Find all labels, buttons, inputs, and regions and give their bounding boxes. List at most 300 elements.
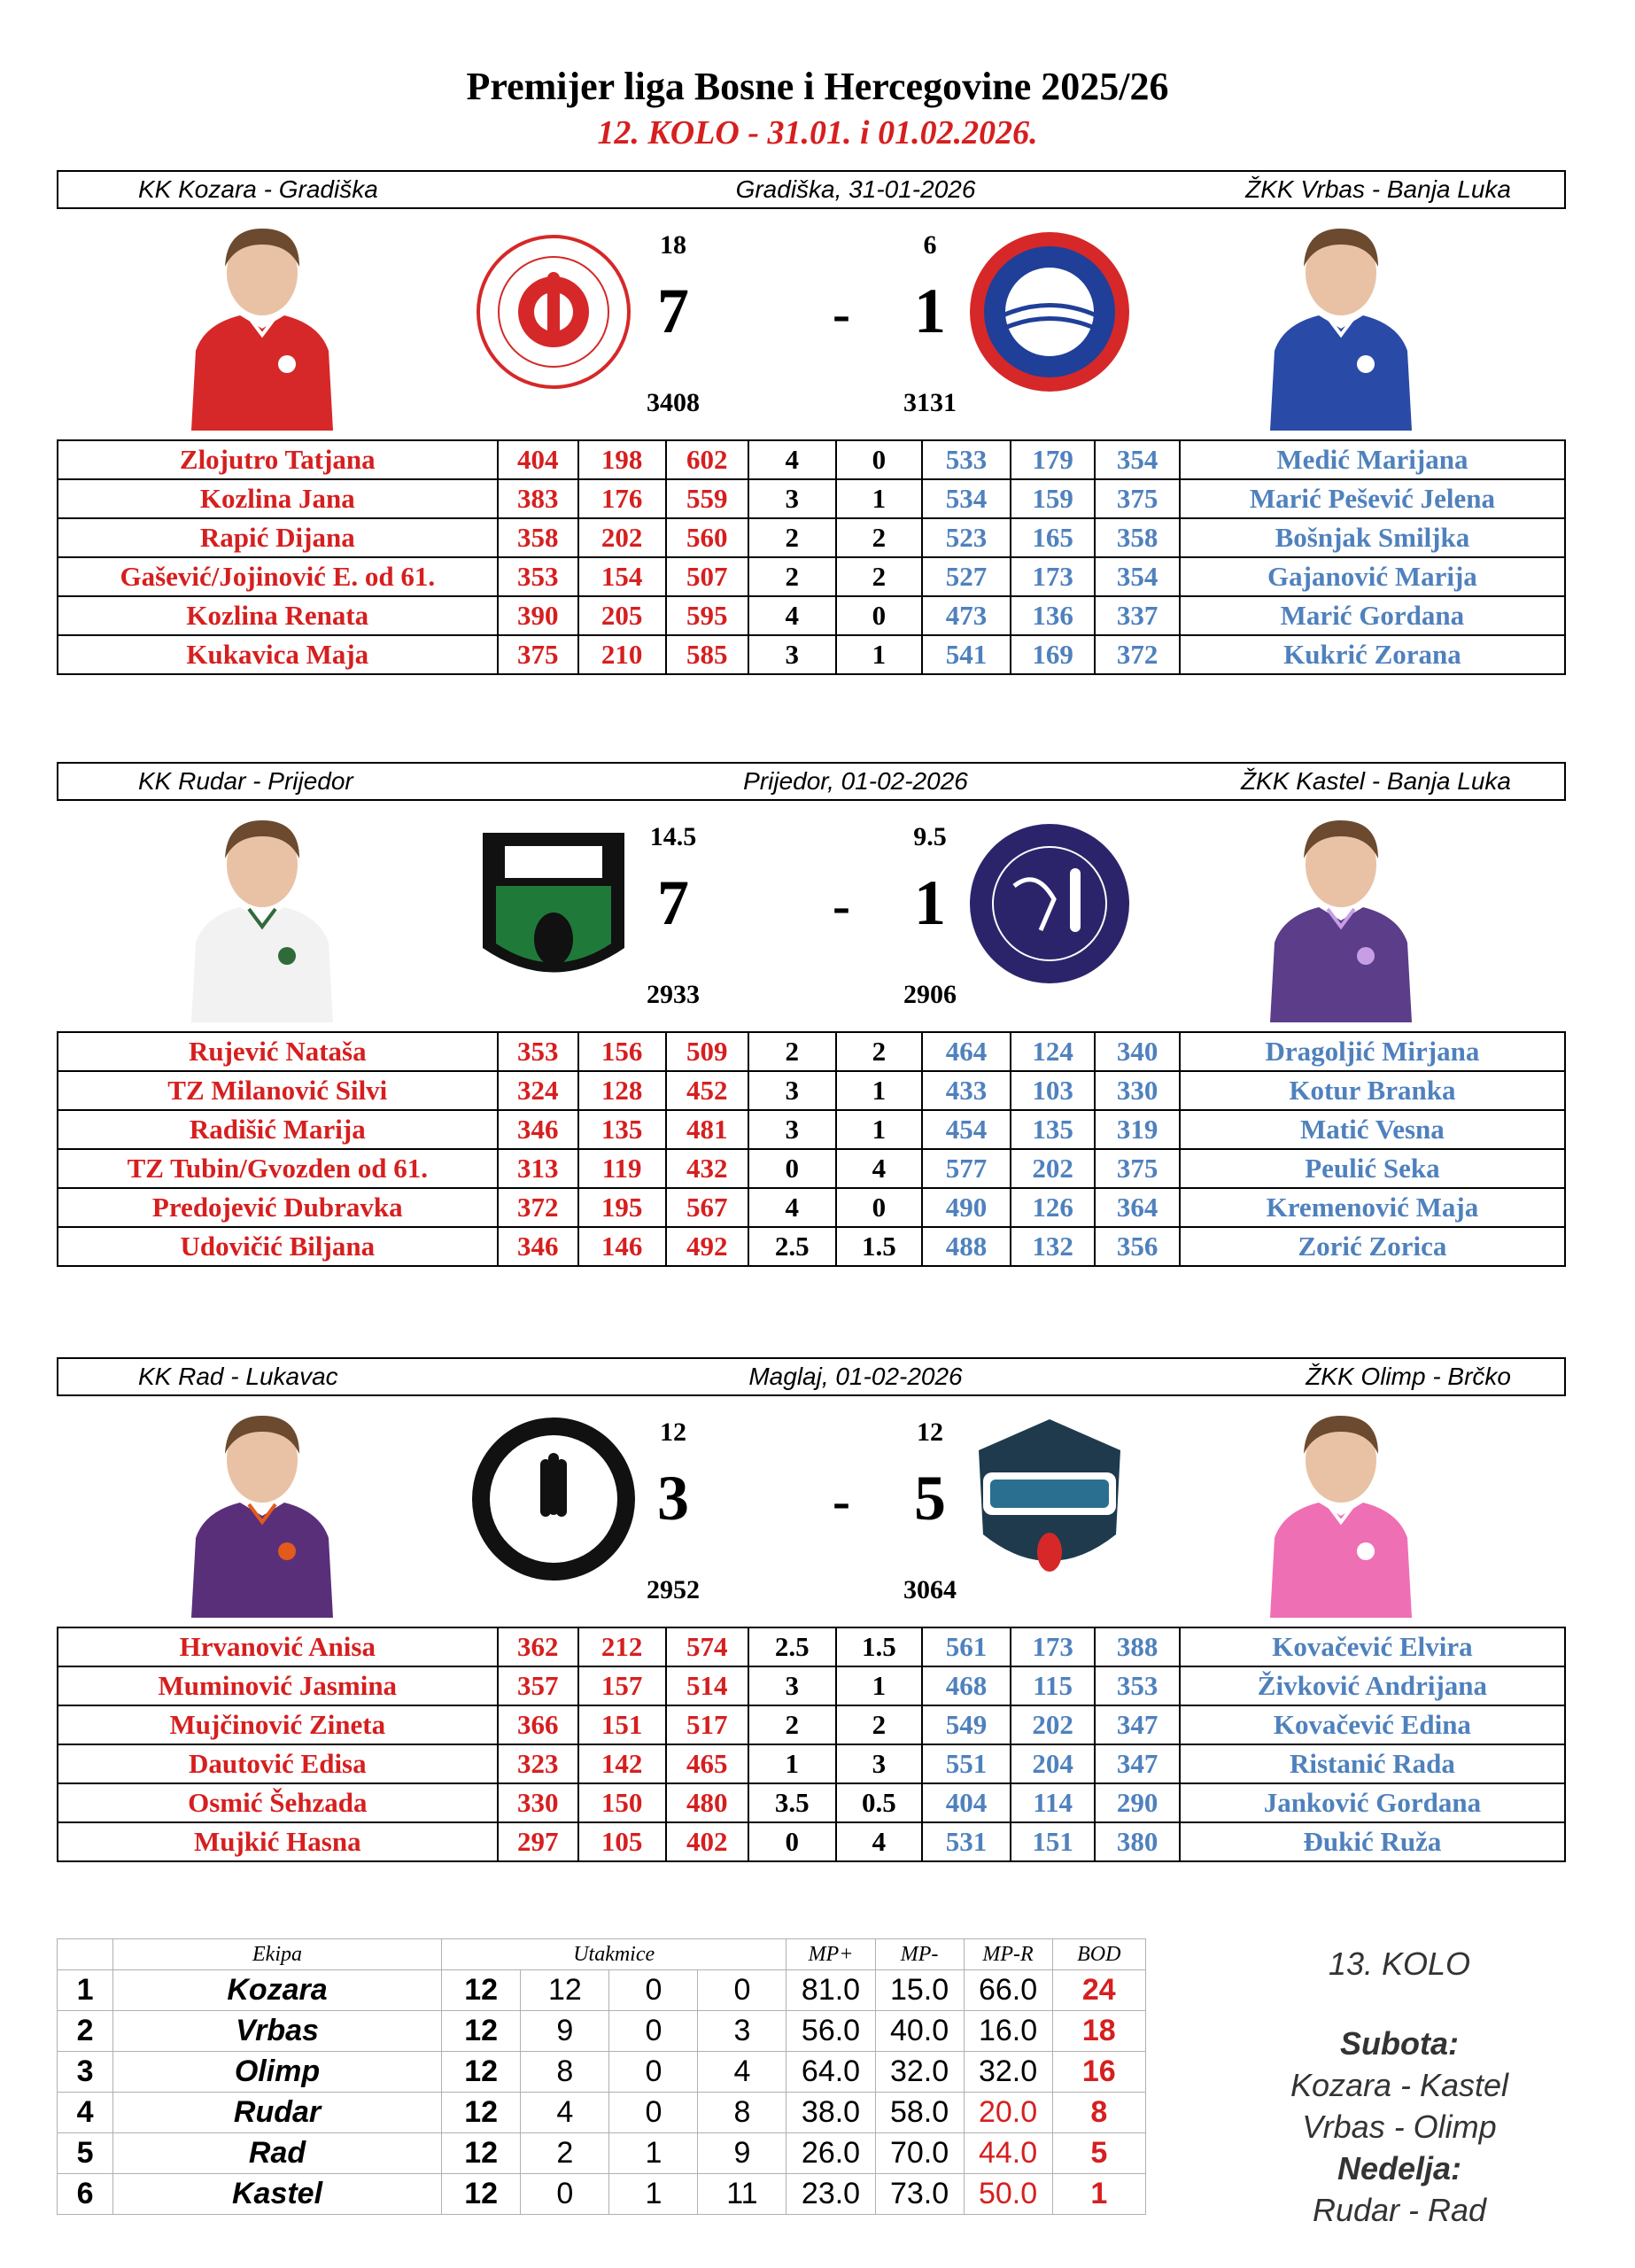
home-total: 509 [666,1032,748,1071]
home-player-name: Zlojutro Tatjana [58,440,498,479]
away-player-name: Kukrić Zorana [1180,635,1565,674]
away-full-pins: 173 [1011,1627,1095,1666]
home-total: 481 [666,1110,748,1149]
home-player-photo [174,810,351,1022]
losses: 4 [698,2052,787,2093]
away-score: 5 [914,1463,946,1534]
match-block [0,1357,1635,1924]
home-set-points: 2.5 [748,1227,836,1266]
away-club-logo [965,1410,1134,1588]
home-total: 559 [666,479,748,518]
away-full-pins: 126 [1011,1188,1095,1227]
away-player-photo [1252,1405,1430,1618]
home-full-pins: 357 [498,1666,578,1705]
home-player-photo [174,1405,351,1618]
home-total: 514 [666,1666,748,1705]
team-name: Kastel [113,2174,442,2215]
home-player-name: Muminović Jasmina [58,1666,498,1705]
away-total: 404 [922,1783,1011,1822]
away-set-points: 3 [836,1744,923,1783]
mp-plus: 26.0 [787,2133,875,2174]
home-total: 465 [666,1744,748,1783]
standings-row [58,2133,1146,2174]
away-full-pins: 202 [1011,1705,1095,1744]
away-full-pins: 136 [1011,596,1095,635]
home-total: 492 [666,1227,748,1266]
played: 12 [441,2093,521,2133]
home-player-name: Hrvanović Anisa [58,1627,498,1666]
away-set-points: 1.5 [836,1627,923,1666]
results-table [57,439,1566,675]
losses: 0 [698,1970,787,2011]
mp-r: 44.0 [964,2133,1052,2174]
home-total: 432 [666,1149,748,1188]
away-match-points: 9.5 [913,822,947,851]
header-matches: Utakmice [441,1939,787,1970]
away-match-points: 6 [923,230,937,260]
away-set-points: 0 [836,1188,923,1227]
mp-r: 66.0 [964,1970,1052,2011]
away-clear-pins: 356 [1095,1227,1179,1266]
played: 12 [441,2052,521,2093]
saturday-label: Subota: [1340,2025,1459,2062]
away-total: 433 [922,1071,1011,1110]
home-total: 517 [666,1705,748,1744]
away-player-photo [1252,810,1430,1022]
home-set-points: 1 [748,1744,836,1783]
away-clear-pins: 353 [1095,1666,1179,1705]
home-total-pins: 3408 [647,388,700,417]
result-row [58,635,1565,674]
header-mp-minus: MP- [875,1939,964,1970]
away-total: 531 [922,1822,1011,1861]
away-total: 541 [922,635,1011,674]
home-full-pins: 383 [498,479,578,518]
home-player-name: Rujević Nataša [58,1032,498,1071]
away-player-name: Đukić Ruža [1180,1822,1565,1861]
home-set-points: 2 [748,518,836,557]
result-row [58,1188,1565,1227]
wins: 0 [521,2174,609,2215]
away-set-points: 1 [836,479,923,518]
away-clear-pins: 347 [1095,1705,1179,1744]
away-full-pins: 135 [1011,1110,1095,1149]
home-clear-pins: 198 [578,440,666,479]
rank: 6 [58,2174,113,2215]
away-full-pins: 169 [1011,635,1095,674]
rank: 4 [58,2093,113,2133]
away-total: 577 [922,1149,1011,1188]
home-player-name: Dautović Edisa [58,1744,498,1783]
round-subtitle: 12. KOLO - 31.01. i 01.02.2026. [597,114,1038,151]
home-player-name: Kukavica Maja [58,635,498,674]
away-set-points: 4 [836,1149,923,1188]
home-clear-pins: 135 [578,1110,666,1149]
home-full-pins: 372 [498,1188,578,1227]
home-match-points: 14.5 [649,822,697,851]
home-set-points: 4 [748,596,836,635]
away-club-logo [965,815,1134,992]
away-set-points: 4 [836,1822,923,1861]
home-full-pins: 353 [498,557,578,596]
home-player-name: Mujkić Hasna [58,1822,498,1861]
away-set-points: 0.5 [836,1783,923,1822]
match-block [0,762,1635,1329]
home-full-pins: 313 [498,1149,578,1188]
away-player-name: Dragoljić Mirjana [1180,1032,1565,1071]
next-round-title: 13. KOLO [1328,1946,1471,1982]
home-set-points: 2 [748,557,836,596]
mp-minus: 70.0 [875,2133,964,2174]
away-player-name: Kotur Branka [1180,1071,1565,1110]
away-player-name: Janković Gordana [1180,1783,1565,1822]
home-team-name: KK Rudar - Prijedor [138,767,353,795]
standings-row [58,1970,1146,2011]
home-set-points: 2.5 [748,1627,836,1666]
home-set-points: 2 [748,1032,836,1071]
home-player-name: Kozlina Renata [58,596,498,635]
points: 5 [1052,2133,1145,2174]
away-team-name: ŽKK Olimp - Brčko [1306,1363,1511,1390]
mp-plus: 38.0 [787,2093,875,2133]
home-team-name: KK Kozara - Gradiška [138,175,378,203]
away-full-pins: 151 [1011,1822,1095,1861]
draws: 0 [609,2093,698,2133]
home-player-name: TZ Milanović Silvi [58,1071,498,1110]
away-player-name: Medić Marijana [1180,440,1565,479]
header-mp-plus: MP+ [787,1939,875,1970]
away-full-pins: 173 [1011,557,1095,596]
home-full-pins: 323 [498,1744,578,1783]
away-clear-pins: 340 [1095,1032,1179,1071]
away-clear-pins: 375 [1095,1149,1179,1188]
draws: 1 [609,2174,698,2215]
away-clear-pins: 319 [1095,1110,1179,1149]
away-player-name: Marić Pešević Jelena [1180,479,1565,518]
wins: 12 [521,1970,609,2011]
away-total: 468 [922,1666,1011,1705]
result-row [58,1744,1565,1783]
away-player-name: Živković Andrijana [1180,1666,1565,1705]
team-name: Rudar [113,2093,442,2133]
results-table [57,1031,1566,1267]
header-team: Ekipa [113,1939,442,1970]
played: 12 [441,1970,521,2011]
away-total: 523 [922,518,1011,557]
home-clear-pins: 150 [578,1783,666,1822]
home-set-points: 4 [748,440,836,479]
away-player-name: Kremenović Maja [1180,1188,1565,1227]
standings-row [58,2093,1146,2133]
home-full-pins: 346 [498,1227,578,1266]
home-full-pins: 358 [498,518,578,557]
away-clear-pins: 358 [1095,518,1179,557]
home-total: 567 [666,1188,748,1227]
home-clear-pins: 176 [578,479,666,518]
home-full-pins: 390 [498,596,578,635]
home-player-name: Gašević/Jojinović E. od 61. [58,557,498,596]
away-set-points: 2 [836,557,923,596]
rank: 2 [58,2011,113,2052]
away-match-points: 12 [917,1418,943,1447]
away-set-points: 1 [836,1110,923,1149]
played: 12 [441,2011,521,2052]
away-set-points: 2 [836,518,923,557]
sunday-label: Nedelja: [1337,2150,1462,2186]
away-total: 549 [922,1705,1011,1744]
away-full-pins: 202 [1011,1149,1095,1188]
home-set-points: 0 [748,1822,836,1861]
home-player-name: Predojević Dubravka [58,1188,498,1227]
team-name: Olimp [113,2052,442,2093]
losses: 11 [698,2174,787,2215]
away-full-pins: 103 [1011,1071,1095,1110]
away-player-name: Kovačević Elvira [1180,1627,1565,1666]
mp-minus: 40.0 [875,2011,964,2052]
home-clear-pins: 119 [578,1149,666,1188]
points: 18 [1052,2011,1145,2052]
result-row [58,1822,1565,1861]
away-set-points: 2 [836,1032,923,1071]
match-header [57,1357,1566,1396]
mp-minus: 15.0 [875,1970,964,2011]
losses: 8 [698,2093,787,2133]
away-full-pins: 179 [1011,440,1095,479]
header-mp-r: MP-R [964,1939,1052,1970]
result-row [58,1783,1565,1822]
home-score: 7 [657,867,689,938]
match-block [0,170,1635,737]
away-total: 464 [922,1032,1011,1071]
home-player-name: Kozlina Jana [58,479,498,518]
home-player-name: Udovičić Biljana [58,1227,498,1266]
home-match-points: 12 [660,1418,686,1447]
losses: 3 [698,2011,787,2052]
away-set-points: 1 [836,1666,923,1705]
away-full-pins: 115 [1011,1666,1095,1705]
home-total: 595 [666,596,748,635]
away-full-pins: 114 [1011,1783,1095,1822]
home-team-name: KK Rad - Lukavac [138,1363,338,1390]
mp-r: 20.0 [964,2093,1052,2133]
saturday-game-1: Kozara - Kastel [1290,2067,1509,2103]
points: 16 [1052,2052,1145,2093]
draws: 1 [609,2133,698,2174]
result-row [58,1627,1565,1666]
away-player-name: Zorić Zorica [1180,1227,1565,1266]
home-total: 402 [666,1822,748,1861]
results-table [57,1627,1566,1862]
mp-plus: 23.0 [787,2174,875,2215]
wins: 8 [521,2052,609,2093]
away-team-name: ŽKK Kastel - Banja Luka [1240,767,1511,795]
away-clear-pins: 380 [1095,1822,1179,1861]
home-total: 560 [666,518,748,557]
wins: 4 [521,2093,609,2133]
result-row [58,440,1565,479]
away-set-points: 0 [836,440,923,479]
home-full-pins: 297 [498,1822,578,1861]
away-total: 534 [922,479,1011,518]
score-dash: - [833,1472,850,1530]
sunday-game-1: Rudar - Rad [1312,2192,1487,2228]
away-total-pins: 3131 [903,388,957,417]
result-row [58,1110,1565,1149]
away-player-name: Peulić Seka [1180,1149,1565,1188]
home-full-pins: 353 [498,1032,578,1071]
home-clear-pins: 202 [578,518,666,557]
points: 1 [1052,2174,1145,2215]
away-total: 490 [922,1188,1011,1227]
result-row [58,1071,1565,1110]
home-player-name: Radišić Marija [58,1110,498,1149]
home-clear-pins: 205 [578,596,666,635]
mp-minus: 32.0 [875,2052,964,2093]
points: 8 [1052,2093,1145,2133]
away-player-name: Bošnjak Smiljka [1180,518,1565,557]
home-clear-pins: 156 [578,1032,666,1071]
home-total: 585 [666,635,748,674]
away-clear-pins: 375 [1095,479,1179,518]
wins: 9 [521,2011,609,2052]
away-set-points: 1 [836,635,923,674]
away-total: 561 [922,1627,1011,1666]
rank: 5 [58,2133,113,2174]
saturday-game-2: Vrbas - Olimp [1302,2109,1497,2145]
away-clear-pins: 330 [1095,1071,1179,1110]
away-score: 1 [914,867,946,938]
home-total: 480 [666,1783,748,1822]
home-set-points: 3 [748,1071,836,1110]
score-dash: - [833,284,850,343]
draws: 0 [609,2011,698,2052]
result-row [58,1032,1565,1071]
mp-r: 32.0 [964,2052,1052,2093]
home-full-pins: 362 [498,1627,578,1666]
team-name: Rad [113,2133,442,2174]
home-club-logo [469,223,638,400]
away-full-pins: 159 [1011,479,1095,518]
played: 12 [441,2133,521,2174]
home-player-photo [174,218,351,431]
home-player-name: Mujčinović Zineta [58,1705,498,1744]
home-set-points: 3.5 [748,1783,836,1822]
away-clear-pins: 372 [1095,635,1179,674]
away-full-pins: 165 [1011,518,1095,557]
result-row [58,557,1565,596]
home-set-points: 0 [748,1149,836,1188]
away-total: 473 [922,596,1011,635]
result-row [58,479,1565,518]
home-set-points: 2 [748,1705,836,1744]
mp-minus: 58.0 [875,2093,964,2133]
away-total: 551 [922,1744,1011,1783]
away-set-points: 2 [836,1705,923,1744]
home-total-pins: 2952 [647,1575,700,1604]
away-total: 454 [922,1110,1011,1149]
away-clear-pins: 290 [1095,1783,1179,1822]
home-clear-pins: 210 [578,635,666,674]
home-set-points: 3 [748,1110,836,1149]
away-clear-pins: 337 [1095,596,1179,635]
home-full-pins: 404 [498,440,578,479]
home-club-logo [469,1410,638,1588]
away-score: 1 [914,276,946,346]
home-clear-pins: 195 [578,1188,666,1227]
venue-date: Prijedor, 01-02-2026 [743,767,968,795]
away-total: 533 [922,440,1011,479]
standings-row [58,2052,1146,2093]
draws: 0 [609,1970,698,2011]
rank: 1 [58,1970,113,2011]
venue-date: Maglaj, 01-02-2026 [748,1363,963,1390]
played: 12 [441,2174,521,2215]
home-clear-pins: 157 [578,1666,666,1705]
mp-plus: 56.0 [787,2011,875,2052]
away-player-name: Kovačević Edina [1180,1705,1565,1744]
home-total: 574 [666,1627,748,1666]
home-score: 3 [657,1463,689,1534]
away-total-pins: 2906 [903,980,957,1009]
result-row [58,518,1565,557]
home-match-points: 18 [660,230,686,260]
mp-minus: 73.0 [875,2174,964,2215]
standings-table [57,1938,1146,2215]
home-total: 452 [666,1071,748,1110]
home-clear-pins: 151 [578,1705,666,1744]
home-clear-pins: 146 [578,1227,666,1266]
away-team-name: ŽKK Vrbas - Banja Luka [1245,175,1511,203]
away-total: 488 [922,1227,1011,1266]
score-dash: - [833,876,850,935]
match-header [57,762,1566,801]
team-name: Kozara [113,1970,442,2011]
team-name: Vrbas [113,2011,442,2052]
home-club-logo [469,815,638,992]
header-bod: BOD [1052,1939,1145,1970]
wins: 2 [521,2133,609,2174]
home-score: 7 [657,276,689,346]
result-row [58,1149,1565,1188]
away-full-pins: 132 [1011,1227,1095,1266]
away-clear-pins: 354 [1095,557,1179,596]
away-player-name: Ristanić Rada [1180,1744,1565,1783]
result-row [58,1705,1565,1744]
points: 24 [1052,1970,1145,2011]
result-row [58,1227,1565,1266]
home-player-name: Rapić Dijana [58,518,498,557]
away-set-points: 0 [836,596,923,635]
home-full-pins: 324 [498,1071,578,1110]
result-row [58,1666,1565,1705]
away-clear-pins: 364 [1095,1188,1179,1227]
away-set-points: 1.5 [836,1227,923,1266]
standings-row [58,2174,1146,2215]
home-set-points: 3 [748,1666,836,1705]
away-full-pins: 124 [1011,1032,1095,1071]
away-player-name: Matić Vesna [1180,1110,1565,1149]
home-total-pins: 2933 [647,980,700,1009]
home-full-pins: 375 [498,635,578,674]
home-player-name: TZ Tubin/Gvozden od 61. [58,1149,498,1188]
home-full-pins: 346 [498,1110,578,1149]
home-clear-pins: 142 [578,1744,666,1783]
losses: 9 [698,2133,787,2174]
rank: 3 [58,2052,113,2093]
home-clear-pins: 154 [578,557,666,596]
home-clear-pins: 105 [578,1822,666,1861]
away-full-pins: 204 [1011,1744,1095,1783]
